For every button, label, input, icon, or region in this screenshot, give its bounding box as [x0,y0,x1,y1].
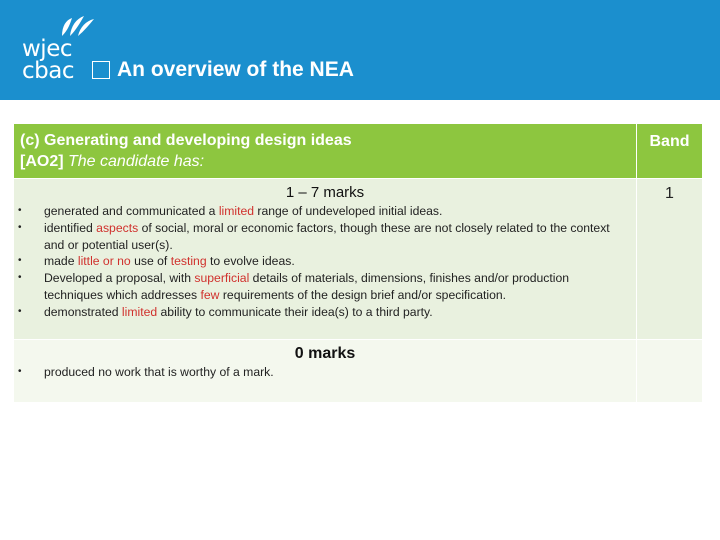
slide-header [0,0,720,100]
highlighted-text: few [200,287,220,302]
band1-criteria-cell [14,179,636,339]
bullet-dot-icon: • [18,255,22,267]
bullet-item [14,220,636,254]
bullet-text: produced no work that is worthy of a mark. [44,365,274,379]
bullet-text: use of [130,254,171,269]
bullet-text: to evolve ideas. [206,254,295,269]
band0-marks: 0 marks [294,345,356,362]
highlighted-text: little or no [77,254,131,269]
logo-word-wjec: wjec [22,36,72,62]
bullet-text: generated and communicated a [44,204,219,218]
bullet-text: identified [44,220,97,235]
bullet-text: details of materials, dimensions, finishes and/or production techniques which addresses [44,271,570,302]
band1-bullet-list [14,203,636,321]
bullet-item [14,304,636,321]
bullet-dot-icon: • [18,272,22,284]
bullet-text: range of undeveloped initial ideas. [254,204,443,218]
assessment-table [14,124,702,402]
logo-word-cbac: cbac [22,58,74,84]
band0-criteria-cell [14,340,636,402]
checkbox-square-icon [92,61,110,79]
bullet-item [14,364,636,381]
highlighted-text: testing [170,254,207,269]
bullet-text: Developed a proposal, with [44,271,195,286]
band1-marks: 1 – 7 marks [285,184,365,201]
criteria-intro: The candidate has: [63,153,205,170]
bullet-text: ability to communicate their idea(s) to a third party. [157,304,433,319]
bullet-text: made [44,254,78,269]
ao-tag: [AO2] [20,153,64,170]
band0-band-cell [637,340,702,402]
slide-title-text: An overview of the NEA [117,58,354,81]
highlighted-text: aspects [96,220,139,235]
bullet-item [14,270,636,304]
criteria-subtitle [20,151,630,172]
highlighted-text: limited [121,304,158,319]
bullet-item [14,203,636,220]
band1-band-cell: 1 [637,179,702,339]
table-header-band: Band [637,124,702,178]
bullet-dot-icon: • [18,366,22,377]
band0-bullet-list [14,364,636,381]
criteria-title: (c) Generating and developing design ideas [20,132,352,149]
bullet-dot-icon: • [18,221,22,233]
bullet-text: of social, moral or economic factors, though these are not closely related to the context and or potential user(s). [44,220,610,252]
bullet-dot-icon: • [18,305,22,317]
bullet-text: requirements of the design brief and/or specification. [219,287,507,302]
bullet-text: demonstrated [44,304,122,319]
leaf-icon [58,14,98,38]
bullet-dot-icon: • [18,205,22,216]
slide-title [92,57,354,83]
highlighted-text: superficial [194,271,250,286]
bullet-item [14,253,636,270]
highlighted-text: limited [218,204,255,218]
table-header-criteria [14,124,636,178]
